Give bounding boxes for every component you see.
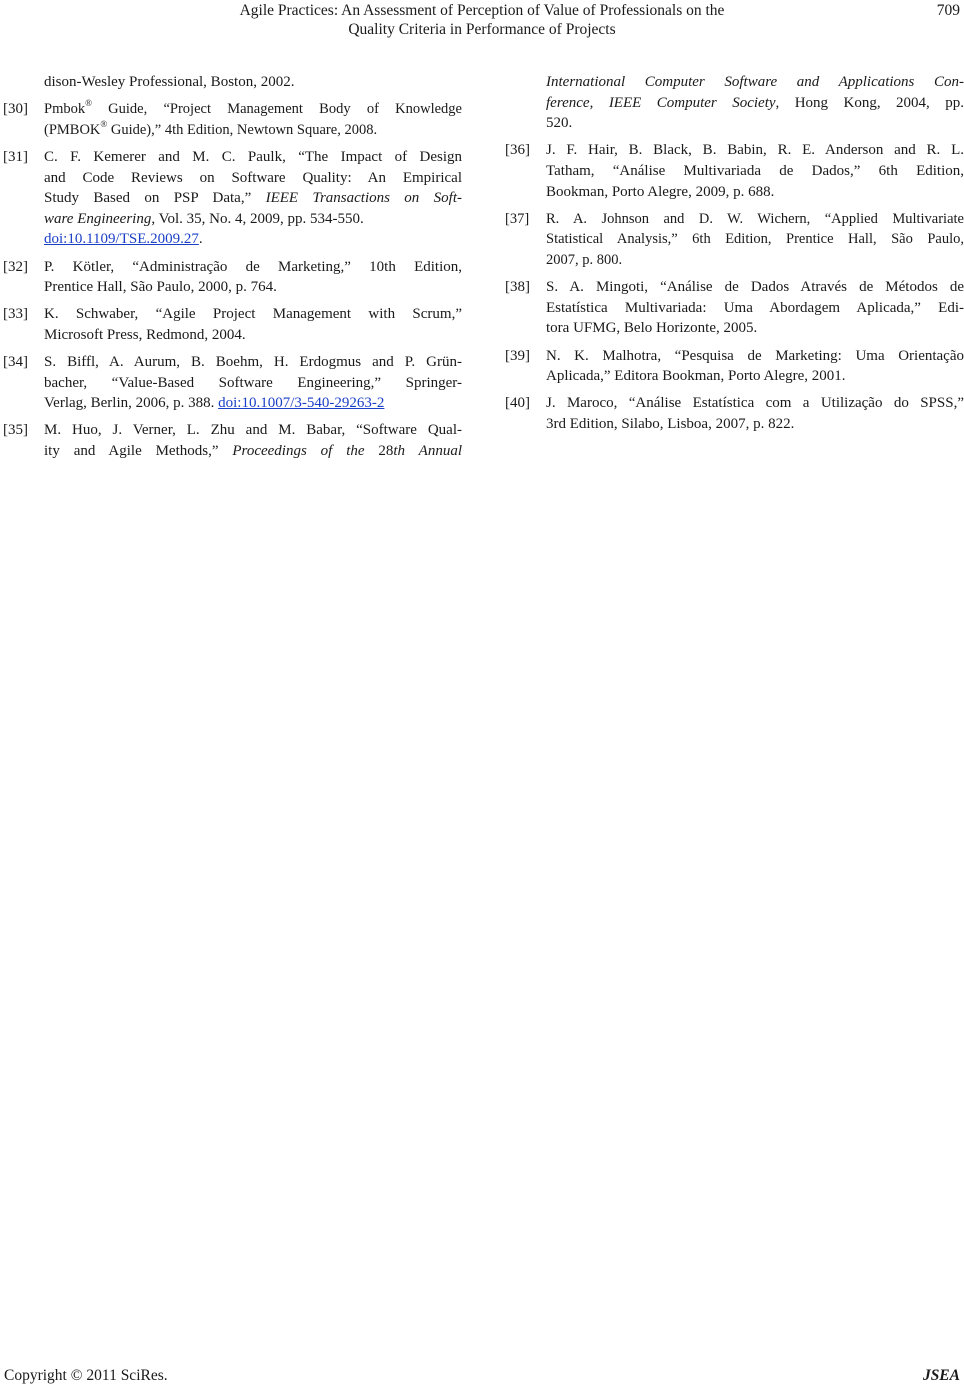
reference-text: Pmbok® Guide, “Project Management Body of Knowledge bbox=[44, 98, 462, 118]
reference-33: [33] K. Schwaber, “Agile Project Management with Scrum,” Microsoft Press, Redmond, 2004. bbox=[3, 306, 462, 343]
reference-number: [31] bbox=[3, 148, 28, 165]
reference-35: [35] M. Huo, J. Verner, L. Zhu and M. Babar, “Software Qual- ity and Agile Methods,” Proceedings of the 28th Annual bbox=[3, 422, 462, 460]
registered-mark: ® bbox=[100, 118, 108, 129]
reference-37: [37] R. A. Johnson and D. W. Wichern, “Applied Multivariate Statistical Analysis,” 6th Edition, Prentice Hall, São Paulo, 2007, p. 800. bbox=[505, 210, 964, 268]
reference-29-continuation: dison-Wesley Professional, Boston, 2002. bbox=[44, 74, 295, 90]
page-header bbox=[0, 0, 964, 44]
reference-number: [40] bbox=[505, 395, 530, 412]
reference-number: [35] bbox=[3, 422, 28, 439]
reference-number: [33] bbox=[3, 306, 28, 323]
page-number: 709 bbox=[936, 2, 960, 19]
references-right-column bbox=[502, 72, 964, 441]
reference-32: [32] P. Kötler, “Administração de Marketing,” 10th Edition, Prentice Hall, São Paulo, 2000, p. 764. bbox=[3, 258, 462, 296]
running-title-line-2: Quality Criteria in Performance of Projects bbox=[348, 21, 616, 38]
registered-mark: ® bbox=[85, 98, 92, 109]
reference-number: [32] bbox=[3, 258, 28, 275]
reference-number: [30] bbox=[3, 101, 28, 118]
doi-link[interactable]: doi:10.1007/3-540-29263-2 bbox=[218, 395, 385, 412]
journal-abbreviation: JSEA bbox=[922, 1367, 960, 1384]
running-title-line-1: Agile Practices: An Assessment of Perception of Value of Professionals on the bbox=[239, 2, 725, 19]
reference-35-continuation: International Computer Software and Applications Con- ference, IEEE Computer Society, Hong Kong, 2004, pp. 520. bbox=[546, 74, 964, 132]
reference-36: [36] J. F. Hair, B. Black, B. Babin, R. E. Anderson and R. L. Tatham, “Análise Multivariada de Dados,” 6th Edition, Bookman, Porto Alegre, 2009, p. 688. bbox=[505, 142, 964, 200]
reference-31: [31] C. F. Kemerer and M. C. Paulk, “The Impact of Design and Code Reviews on Software Quality: An Empirical Study Based on PSP Data,” IEEE Transactions on Soft- ware Engineering, Vol. 35, No. 4, 2009, pp. 534-550. doi:10.1109/TSE.2009.27. bbox=[3, 148, 462, 248]
reference-number: [38] bbox=[505, 279, 530, 296]
reference-34: [34] S. Biffl, A. Aurum, B. Boehm, H. Erdogmus and P. Grün- bacher, “Value-Based Software Engineering,” Springer- Verlag, Berlin, 2006, p. 388. doi:10.1007/3-540-29263-2 bbox=[3, 354, 462, 412]
reference-text: (PMBOK® Guide),” 4th Edition, Newtown Square, 2008. bbox=[44, 118, 378, 138]
copyright-notice: Copyright © 2011 SciRes. bbox=[4, 1367, 168, 1384]
doi-link[interactable]: doi:10.1109/TSE.2009.27 bbox=[44, 231, 199, 248]
reference-38: [38] S. A. Mingoti, “Análise de Dados Através de Métodos de Estatística Multivariada: Uma Abordagem Aplicada,” Edi- tora UFMG, Belo Horizonte, 2005. bbox=[505, 279, 964, 337]
reference-number: [39] bbox=[505, 347, 530, 364]
page-footer bbox=[0, 1366, 964, 1386]
reference-number: [36] bbox=[505, 142, 530, 159]
reference-number: [37] bbox=[505, 210, 530, 227]
reference-number: [34] bbox=[3, 354, 28, 371]
reference-40: [40] J. Maroco, “Análise Estatística com a Utilização do SPSS,” 3rd Edition, Silabo, Lisboa, 2007, p. 822. bbox=[505, 395, 964, 432]
references-left-column bbox=[0, 72, 462, 468]
reference-30 bbox=[0, 99, 462, 140]
reference-39: [39] N. K. Malhotra, “Pesquisa de Marketing: Uma Orientação Aplicada,” Editora Bookman, Porto Alegre, 2001. bbox=[505, 347, 964, 385]
